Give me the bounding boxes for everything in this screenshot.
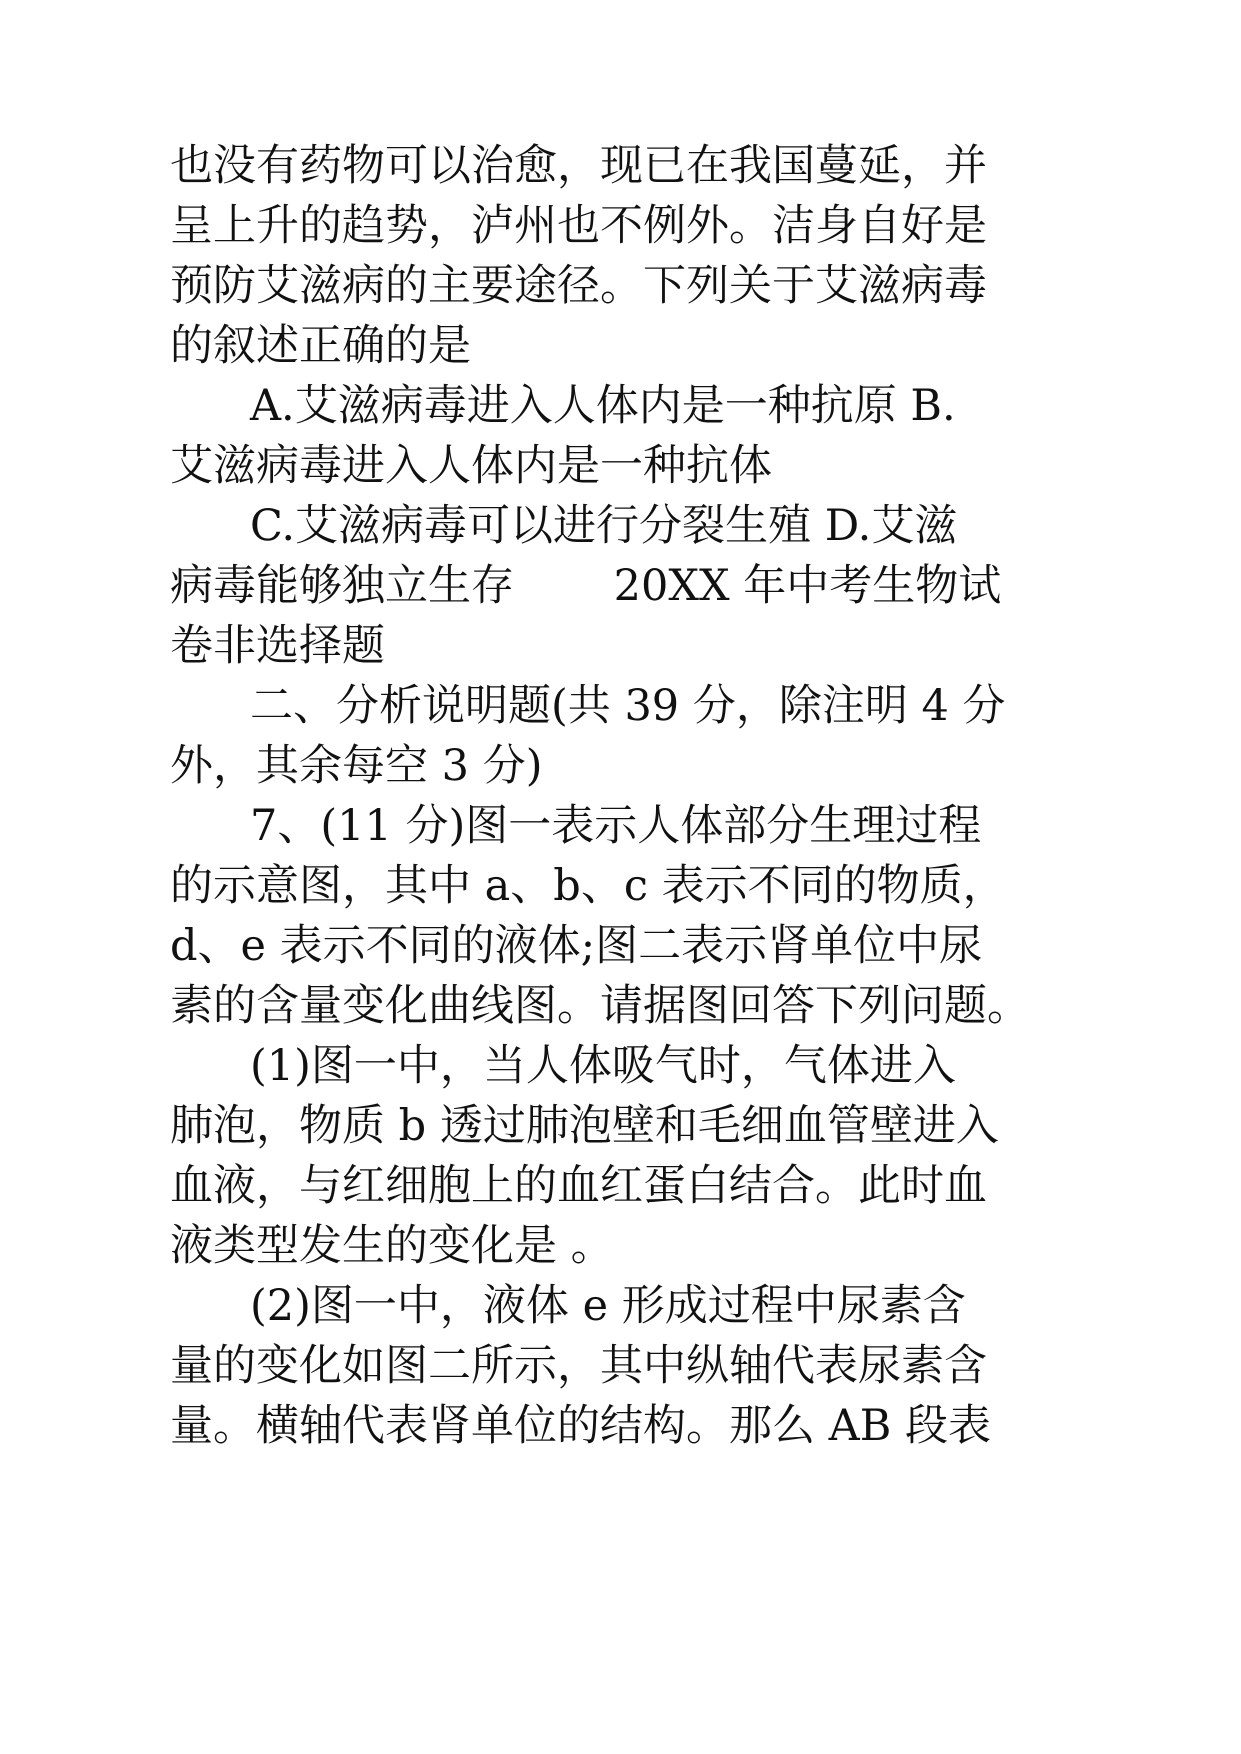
text-line: 也没有药物可以治愈，现已在我国蔓延，并 <box>170 141 987 191</box>
sub-question-line: (1)图一中，当人体吸气时，气体进入 <box>250 1041 956 1091</box>
text-line: 卷非选择题 <box>170 621 385 671</box>
section-heading: 外，其余每空 3 分) <box>170 741 543 791</box>
sub-question-line: 液类型发生的变化是 。 <box>170 1221 614 1271</box>
question-line: 7、(11 分)图一表示人体部分生理过程 <box>250 801 982 851</box>
option-line: C.艾滋病毒可以进行分裂生殖 D.艾滋 <box>250 501 958 551</box>
sub-question-line: 血液，与红细胞上的血红蛋白结合。此时血 <box>170 1161 987 1211</box>
question-line: 的示意图，其中 a、b、c 表示不同的物质， <box>170 861 1006 911</box>
question-line: 素的含量变化曲线图。请据图回答下列问题。 <box>170 981 1030 1031</box>
section-heading: 二、分析说明题(共 39 分，除注明 4 分 <box>250 681 1006 731</box>
text-line: 预防艾滋病的主要途径。下列关于艾滋病毒 <box>170 261 987 311</box>
text-line: 呈上升的趋势，泸州也不例外。洁身自好是 <box>170 201 987 251</box>
option-line: 病毒能够独立生存 20XX 年中考生物试 <box>170 561 1002 611</box>
sub-question-line: (2)图一中，液体 e 形成过程中尿素含 <box>250 1281 966 1331</box>
option-line: A.艾滋病毒进入人体内是一种抗原 B. <box>250 381 956 431</box>
sub-question-line: 量。横轴代表肾单位的结构。那么 AB 段表 <box>170 1401 991 1451</box>
sub-question-line: 肺泡，物质 b 透过肺泡壁和毛细血管壁进入 <box>170 1101 999 1151</box>
question-line: d、e 表示不同的液体;图二表示肾单位中尿 <box>170 921 983 971</box>
sub-question-line: 量的变化如图二所示，其中纵轴代表尿素含 <box>170 1341 987 1391</box>
text-line: 的叙述正确的是 <box>170 321 471 371</box>
option-line: 艾滋病毒进入人体内是一种抗体 <box>170 441 772 491</box>
